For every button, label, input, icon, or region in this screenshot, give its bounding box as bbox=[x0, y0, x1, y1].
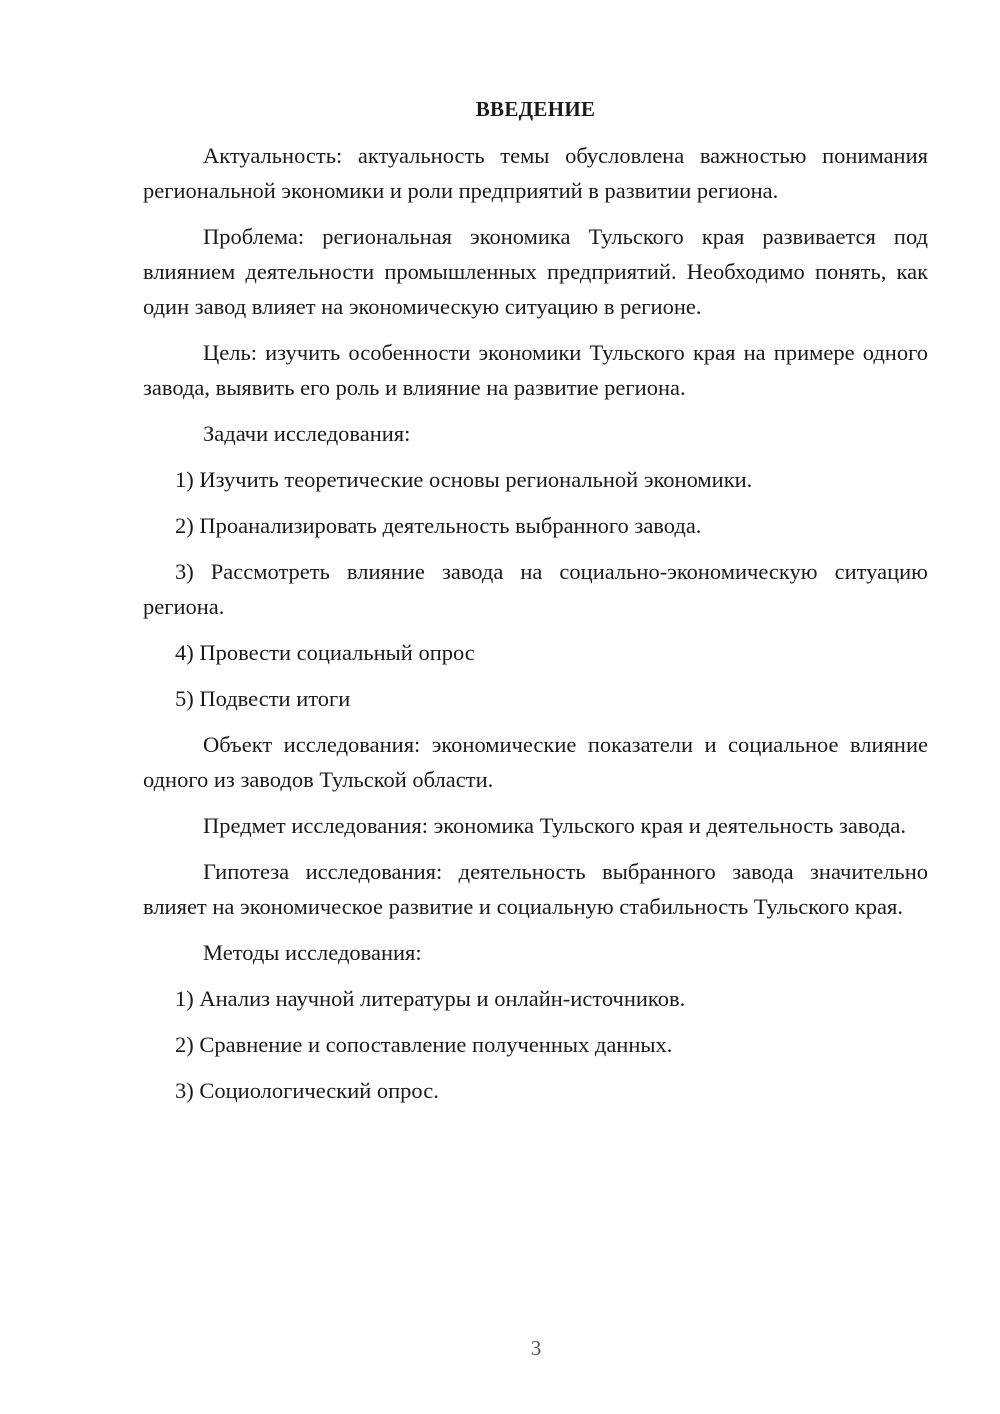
task-item: 2) Проанализировать деятельность выбранного завода. bbox=[175, 513, 702, 538]
task-item: 5) Подвести итоги bbox=[175, 686, 351, 711]
page-content bbox=[143, 92, 928, 1119]
method-item: 2) Сравнение и сопоставление полученных данных. bbox=[175, 1032, 673, 1057]
goal-paragraph: Цель: изучить особенности экономики Тульского края на примере одного завода, выявить его роль и влияние на развитие региона. bbox=[143, 340, 928, 400]
subject-paragraph: Предмет исследования: экономика Тульского края и деятельность завода. bbox=[203, 813, 907, 838]
method-item: 1) Анализ научной литературы и онлайн-источников. bbox=[175, 986, 686, 1011]
hypothesis-paragraph: Гипотеза исследования: деятельность выбранного завода значительно влияет на экономическое развитие и социальную стабильность Тульского края. bbox=[143, 859, 928, 919]
task-item: 1) Изучить теоретические основы региональной экономики. bbox=[175, 467, 753, 492]
method-item: 3) Социологический опрос. bbox=[175, 1078, 439, 1103]
problem-paragraph: Проблема: региональная экономика Тульского края развивается под влиянием деятельности промышленных предприятий. Необходимо понять, как один завод влияет на экономическую ситуацию в регионе. bbox=[143, 224, 928, 319]
methods-heading: Методы исследования: bbox=[203, 940, 422, 965]
relevance-paragraph: Актуальность: актуальность темы обусловлена важностью понимания региональной экономики и роли предприятий в развитии региона. bbox=[143, 143, 928, 203]
tasks-heading: Задачи исследования: bbox=[203, 421, 411, 446]
page-number: 3 bbox=[530, 1336, 542, 1360]
object-paragraph: Объект исследования: экономические показатели и социальное влияние одного из заводов Тульской области. bbox=[143, 732, 928, 792]
task-item: 3) Рассмотреть влияние завода на социально-экономическую ситуацию региона. bbox=[143, 559, 928, 619]
task-item: 4) Провести социальный опрос bbox=[175, 640, 475, 665]
page-title: ВВЕДЕНИЕ bbox=[475, 97, 596, 121]
